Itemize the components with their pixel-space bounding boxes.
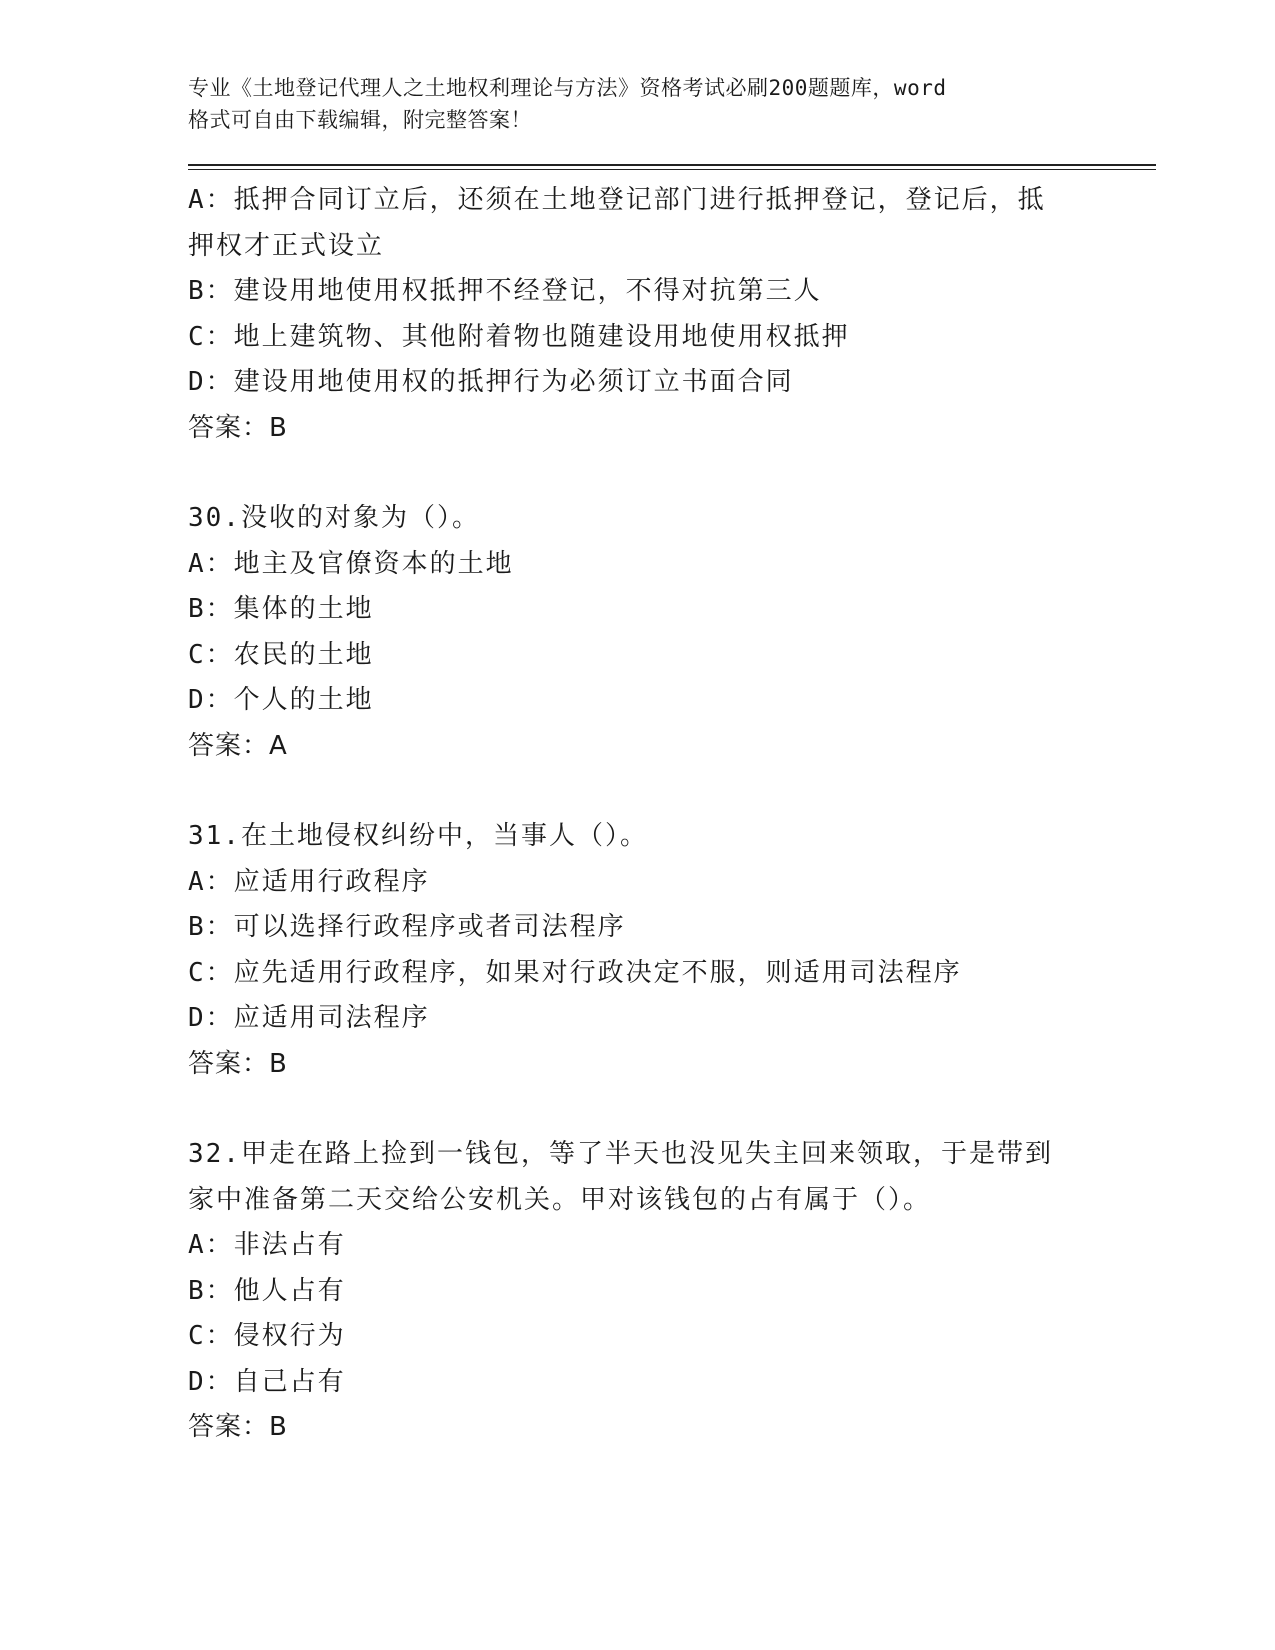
option-d: D：个人的土地 (188, 685, 374, 715)
question-text: 30.没收的对象为（）。 (188, 503, 480, 533)
option-c: C：地上建筑物、其他附着物也随建设用地使用权抵押 (188, 321, 850, 352)
option-c: C：应先适用行政程序，如果对行政决定不服，则适用司法程序 (188, 957, 962, 988)
question-31 (188, 814, 1088, 1087)
header-line-1: 专业《土地登记代理人之土地权利理论与方法》资格考试必刷200题题库，word (188, 76, 947, 100)
header-divider (188, 164, 1156, 170)
answer: 答案：A (188, 730, 288, 761)
option-d: D：应适用司法程序 (188, 1003, 430, 1033)
question-30 (188, 496, 1088, 769)
question-32 (188, 1132, 1088, 1451)
option-c: C：侵权行为 (188, 1321, 346, 1351)
document-header (188, 72, 1088, 136)
answer: 答案：B (188, 412, 288, 443)
question-text: 32.甲走在路上捡到一钱包，等了半天也没见失主回来领取，于是带到 (188, 1139, 1053, 1169)
question-text-continued: 家中准备第二天交给公安机关。甲对该钱包的占有属于（）。 (188, 1184, 932, 1215)
option-c: C：农民的土地 (188, 639, 374, 670)
option-b: B：可以选择行政程序或者司法程序 (188, 912, 626, 942)
option-a: A：抵押合同订立后，还须在土地登记部门进行抵押登记，登记后，抵 (188, 185, 1046, 215)
option-a: A：地主及官僚资本的土地 (188, 548, 514, 579)
option-d: D：建设用地使用权的抵押行为必须订立书面合同 (188, 367, 794, 397)
answer: 答案：B (188, 1048, 288, 1079)
question-29-options (188, 178, 1088, 451)
question-list (188, 178, 1088, 1451)
answer: 答案：B (188, 1412, 288, 1442)
option-b: B：他人占有 (188, 1275, 346, 1306)
option-a-continued: 押权才正式设立 (188, 230, 385, 261)
option-a: A：非法占有 (188, 1230, 346, 1260)
option-d: D：自己占有 (188, 1366, 346, 1397)
document-page (188, 72, 1088, 1451)
question-text: 31.在土地侵权纠纷中，当事人（）。 (188, 821, 648, 851)
option-b: B：集体的土地 (188, 594, 374, 624)
header-line-2: 格式可自由下载编辑，附完整答案！ (188, 108, 532, 132)
option-a: A：应适用行政程序 (188, 866, 430, 897)
option-b: B：建设用地使用权抵押不经登记，不得对抗第三人 (188, 276, 822, 306)
